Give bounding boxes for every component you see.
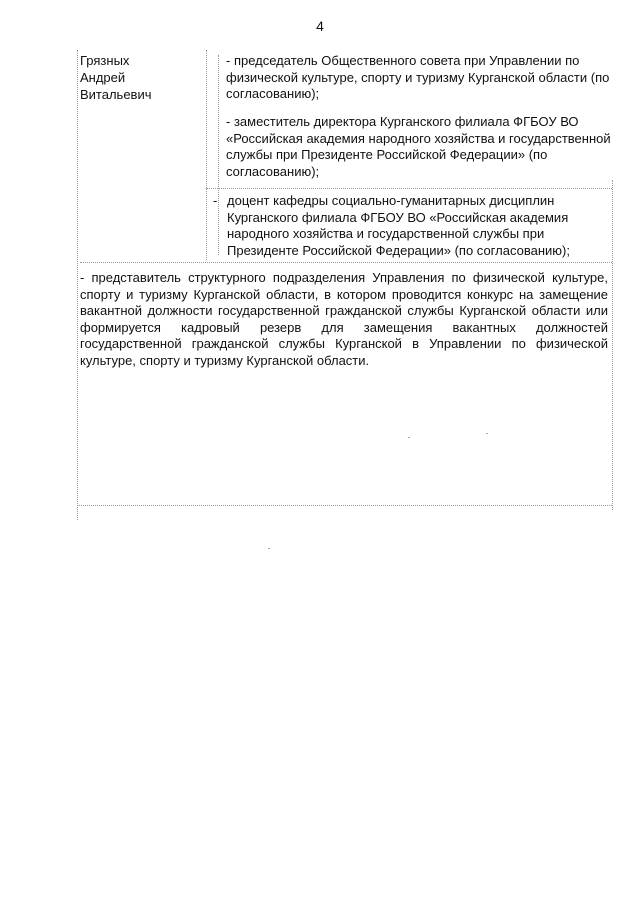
position-2: - заместитель директора Курганского филиала ФГБОУ ВО «Российская академия народного хозяйства и государственной службы при Президенте Российской Федерации» (по согласованию); xyxy=(226,114,611,179)
member-first-name: Андрей xyxy=(80,70,126,85)
row-divider xyxy=(80,262,612,263)
scan-speck xyxy=(486,433,488,434)
scan-speck xyxy=(408,437,410,438)
scan-speck xyxy=(268,548,270,549)
representative-paragraph: - представитель структурного подразделения Управления по физической культуре, спорту и туризму Курганской области, в котором проводится конкурс на замещение вакантной должности государственной гражданской службы Курганской области или формируется кадровый резерв для замещения вакантных должностей государственной гражданской службы Курганской в Управлении по физической культуре, спорту и туризму Курганской области. xyxy=(80,270,608,368)
table-border-bottom xyxy=(77,505,612,506)
member-patronymic: Витальевич xyxy=(80,87,152,102)
page-number: 4 xyxy=(316,18,324,34)
row-divider xyxy=(206,188,612,189)
member-surname: Грязных xyxy=(80,53,130,68)
position-3 xyxy=(213,193,613,259)
table-border-left xyxy=(77,50,78,520)
position-1: - председатель Общественного совета при Управлении по физической культуре, спорту и туризму Курганской области (по согласованию); xyxy=(226,53,610,101)
position-3-dash: - xyxy=(213,193,218,208)
member-name xyxy=(80,52,210,103)
position-3-text: доцент кафедры социально-гуманитарных дисциплин Курганского филиала ФГБОУ ВО «Российская академия народного хозяйства и государственной службы при Президенте Российской Федерации» (по согласованию); xyxy=(227,193,570,258)
